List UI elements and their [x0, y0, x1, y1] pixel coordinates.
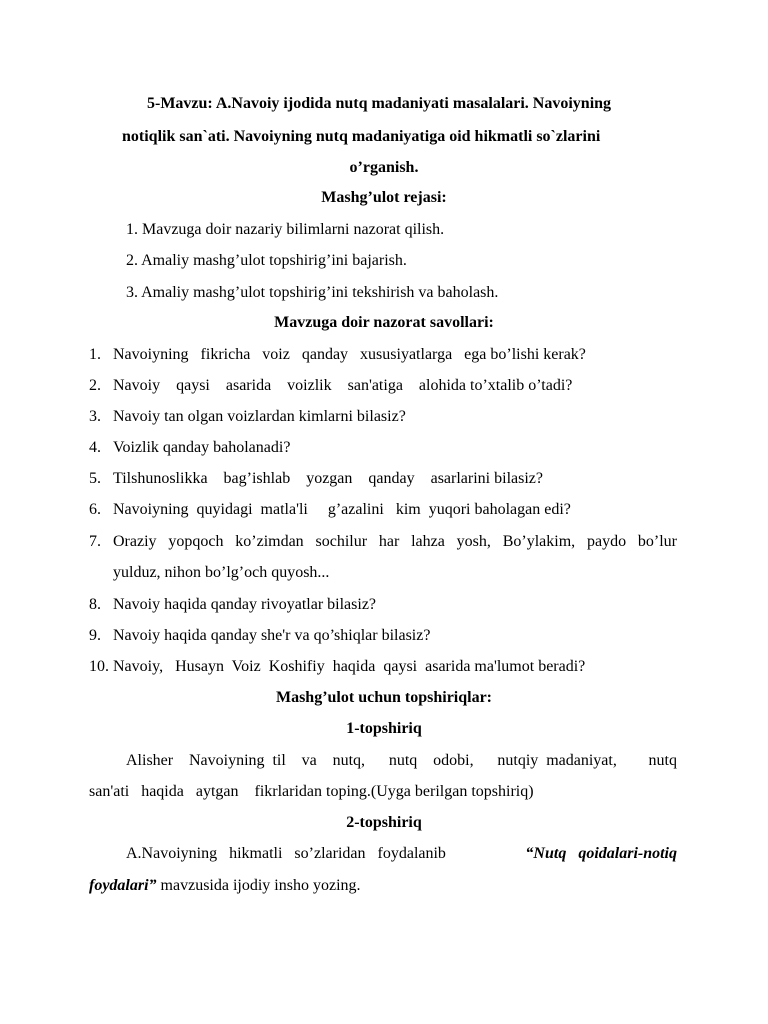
question-text: Tilshunoslikka bag’ishlab yozgan qanday asarlarini bilasiz? [113, 470, 543, 487]
question-text: Navoiy qaysi asarida voizlik san'atiga alohida to’xtalib o’tadi? [113, 377, 573, 394]
question-text: Voizlik qanday baholanadi? [113, 439, 291, 456]
task1-text-line1: Alisher Navoiyning til va nutq, nutq odobi, nutqiy madaniyat, nutq [126, 752, 677, 769]
question-number: 5. [89, 470, 101, 487]
question-number: 2. [89, 377, 101, 394]
task2-heading: 2-topshiriq [346, 814, 422, 831]
question-text: Navoiy haqida qanday rivoyatlar bilasiz? [113, 596, 377, 613]
question-number: 1. [89, 346, 101, 363]
task2-plain-text: A.Navoiyning hikmatli so’zlaridan foydalanib [126, 845, 446, 862]
question-text: Navoiy, Husayn Voiz Koshifiy haqida qaysi asarida ma'lumot beradi? [113, 658, 586, 675]
questions-heading: Mavzuga doir nazorat savollari: [274, 314, 494, 331]
question-number: 9. [89, 627, 101, 644]
task1-heading: 1-topshiriq [346, 720, 422, 737]
question-text: Navoiyning fikricha voiz qanday xususiyatlarga ega bo’lishi kerak? [113, 346, 586, 363]
task2-plain-text-end: mavzusida ijodiy insho yozing. [156, 877, 361, 894]
task2-topic-title: “Nutq qoidalari-notiq [525, 845, 677, 862]
task1-text-line2: san'ati haqida aytgan fikrlaridan toping.(Uyga berilgan topshiriq) [89, 783, 534, 800]
question-number: 6. [89, 501, 101, 518]
task2-topic-title-end: foydalari” [89, 877, 157, 894]
title-line-2: notiqlik san`ati. Navoiyning nutq madaniyatiga oid hikmatli so`zlarini [122, 128, 601, 145]
plan-heading: Mashg’ulot rejasi: [321, 189, 447, 206]
plan-item: 2. Amaliy mashg’ulot topshirig’ini bajarish. [126, 252, 407, 269]
question-number: 3. [89, 408, 101, 425]
question-text: Navoiy haqida qanday she'r va qo’shiqlar bilasiz? [113, 627, 431, 644]
title-line-3: o’rganish. [349, 159, 419, 176]
question-text: Navoiy tan olgan voizlardan kimlarni bilasiz? [113, 408, 406, 425]
plan-item: 1. Mavzuga doir nazariy bilimlarni nazorat qilish. [126, 221, 445, 238]
title-line-1: 5-Mavzu: A.Navoiy ijodida nutq madaniyati masalalari. Navoiyning [147, 95, 612, 112]
question-text: Oraziy yopqoch ko’zimdan sochilur har lahza yosh, Bo’ylakim, paydo bo’lur [113, 533, 677, 550]
question-number: 8. [89, 596, 101, 613]
question-number: 7. [89, 533, 101, 550]
tasks-heading: Mashg’ulot uchun topshiriqlar: [275, 689, 493, 706]
question-number: 4. [89, 439, 101, 456]
task2-text-line1 [126, 844, 677, 864]
task2-text-line2 [89, 876, 361, 896]
question-text: Navoiyning quyidagi matla'li g’azalini kim yuqori baholagan edi? [113, 501, 571, 518]
question-number: 10. [89, 658, 109, 675]
plan-item: 3. Amaliy mashg’ulot topshirig’ini tekshirish va baholash. [126, 284, 499, 301]
question-text-continued: yulduz, nihon bo’lg’och quyosh... [113, 564, 330, 581]
